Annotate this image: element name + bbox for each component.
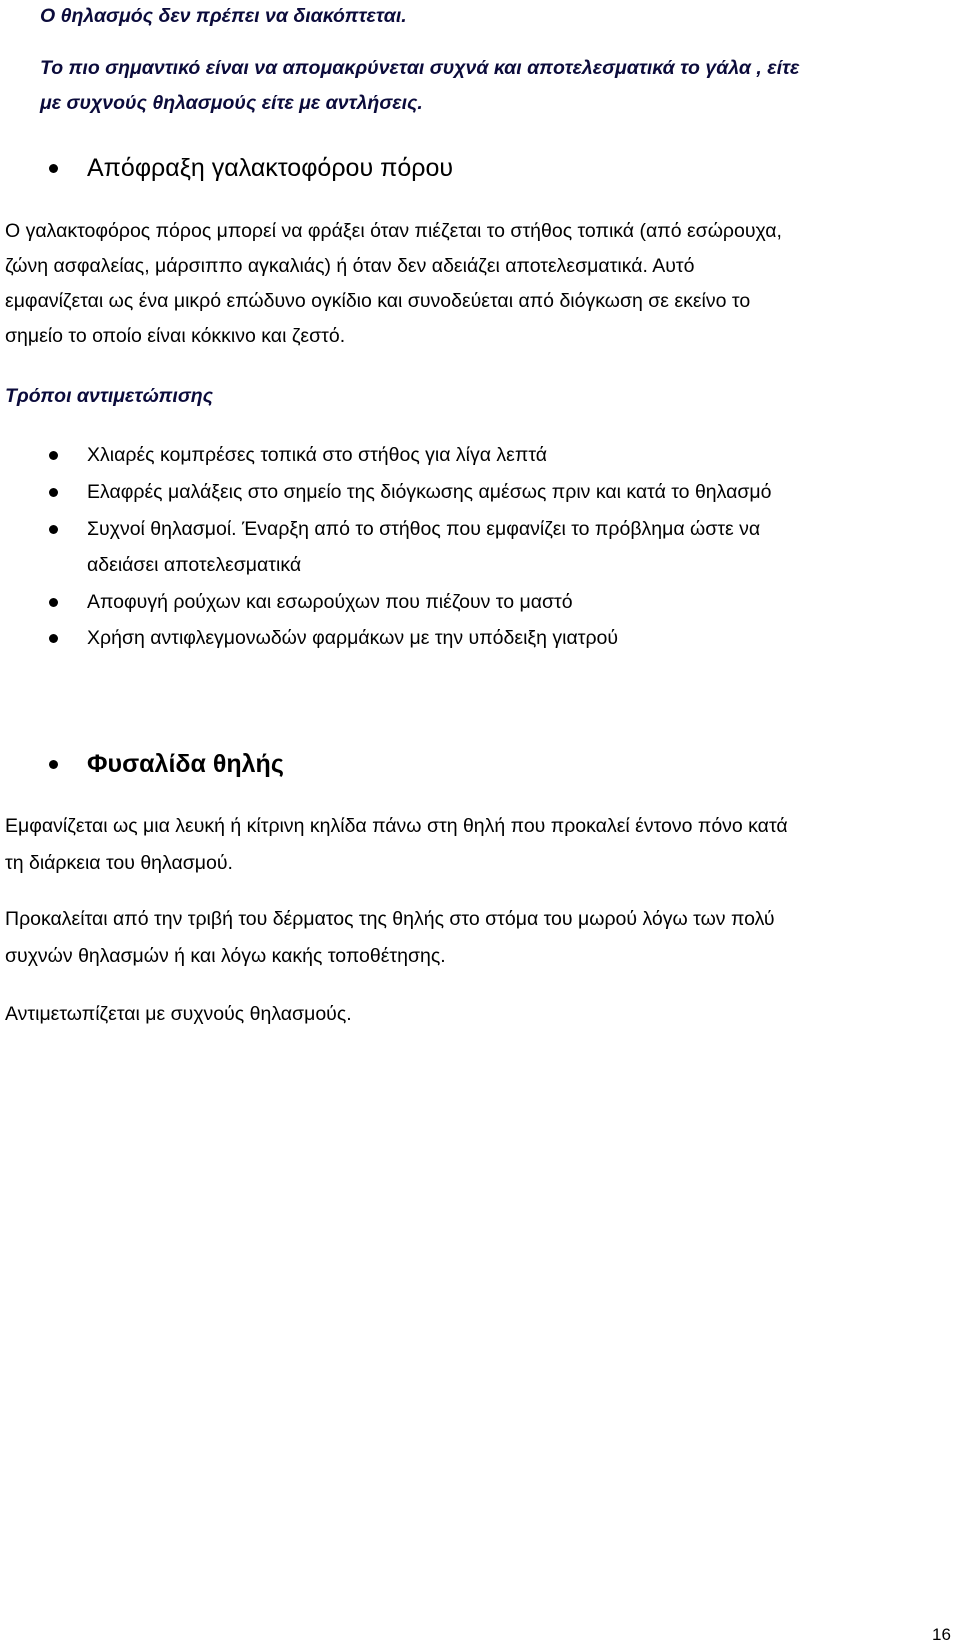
- bullet-icon: [49, 451, 58, 460]
- list-item: Αποφυγή ρούχων και εσωρούχων που πιέζουν το μαστό: [87, 591, 573, 613]
- bullet-icon: [49, 164, 58, 173]
- paragraph-line: εμφανίζεται ως ένα μικρό επώδυνο ογκίδιο και συνοδεύεται από διόγκωση σε εκείνο το: [5, 290, 751, 312]
- section-heading-nipple-bleb: Φυσαλίδα θηλής: [87, 750, 284, 778]
- list-item-continuation: αδειάσει αποτελεσματικά: [87, 554, 302, 576]
- subheading-treatment: Τρόποι αντιμετώπισης: [5, 385, 214, 407]
- paragraph-line: τη διάρκεια του θηλασμού.: [5, 852, 233, 874]
- list-item: Ελαφρές μαλάξεις στο σημείο της διόγκωσης αμέσως πριν και κατά το θηλασμό: [87, 481, 772, 503]
- page-number: 16: [932, 1625, 951, 1644]
- list-item: Συχνοί θηλασμοί. Έναρξη από το στήθος που εμφανίζει το πρόβλημα ώστε να: [87, 518, 761, 540]
- bullet-icon: [49, 488, 58, 497]
- intro-line-1: Ο θηλασμός δεν πρέπει να διακόπτεται.: [40, 5, 407, 27]
- list-item: Χλιαρές κομπρέσες τοπικά στο στήθος για λίγα λεπτά: [87, 444, 548, 466]
- list-item: Χρήση αντιφλεγμονωδών φαρμάκων με την υπόδειξη γιατρού: [87, 627, 619, 649]
- bullet-icon: [49, 760, 58, 769]
- paragraph-line: συχνών θηλασμών ή και λόγω κακής τοποθέτησης.: [5, 945, 446, 967]
- paragraph-line: Εμφανίζεται ως μια λευκή ή κίτρινη κηλίδα πάνω στη θηλή που προκαλεί έντονο πόνο κατά: [5, 815, 788, 837]
- intro-line-2: Το πιο σημαντικό είναι να απομακρύνεται συχνά και αποτελεσματικά το γάλα , είτε: [40, 57, 800, 79]
- section-heading-blocked-duct: Απόφραξη γαλακτοφόρου πόρου: [87, 154, 454, 182]
- paragraph-line: ζώνη ασφαλείας, μάρσιππο αγκαλιάς) ή όταν δεν αδειάζει αποτελεσματικά. Αυτό: [5, 255, 695, 277]
- intro-line-3: με συχνούς θηλασμούς είτε με αντλήσεις.: [40, 92, 423, 114]
- paragraph-line: Ο γαλακτοφόρος πόρος μπορεί να φράξει όταν πιέζεται το στήθος τοπικά (από εσώρουχα,: [5, 220, 782, 242]
- bullet-icon: [49, 634, 58, 643]
- bullet-icon: [49, 525, 58, 534]
- paragraph-line: Αντιμετωπίζεται με συχνούς θηλασμούς.: [5, 1003, 352, 1025]
- paragraph-line: Προκαλείται από την τριβή του δέρματος της θηλής στο στόμα του μωρού λόγω των πολύ: [5, 908, 775, 930]
- bullet-icon: [49, 598, 58, 607]
- paragraph-line: σημείο το οποίο είναι κόκκινο και ζεστό.: [5, 325, 346, 347]
